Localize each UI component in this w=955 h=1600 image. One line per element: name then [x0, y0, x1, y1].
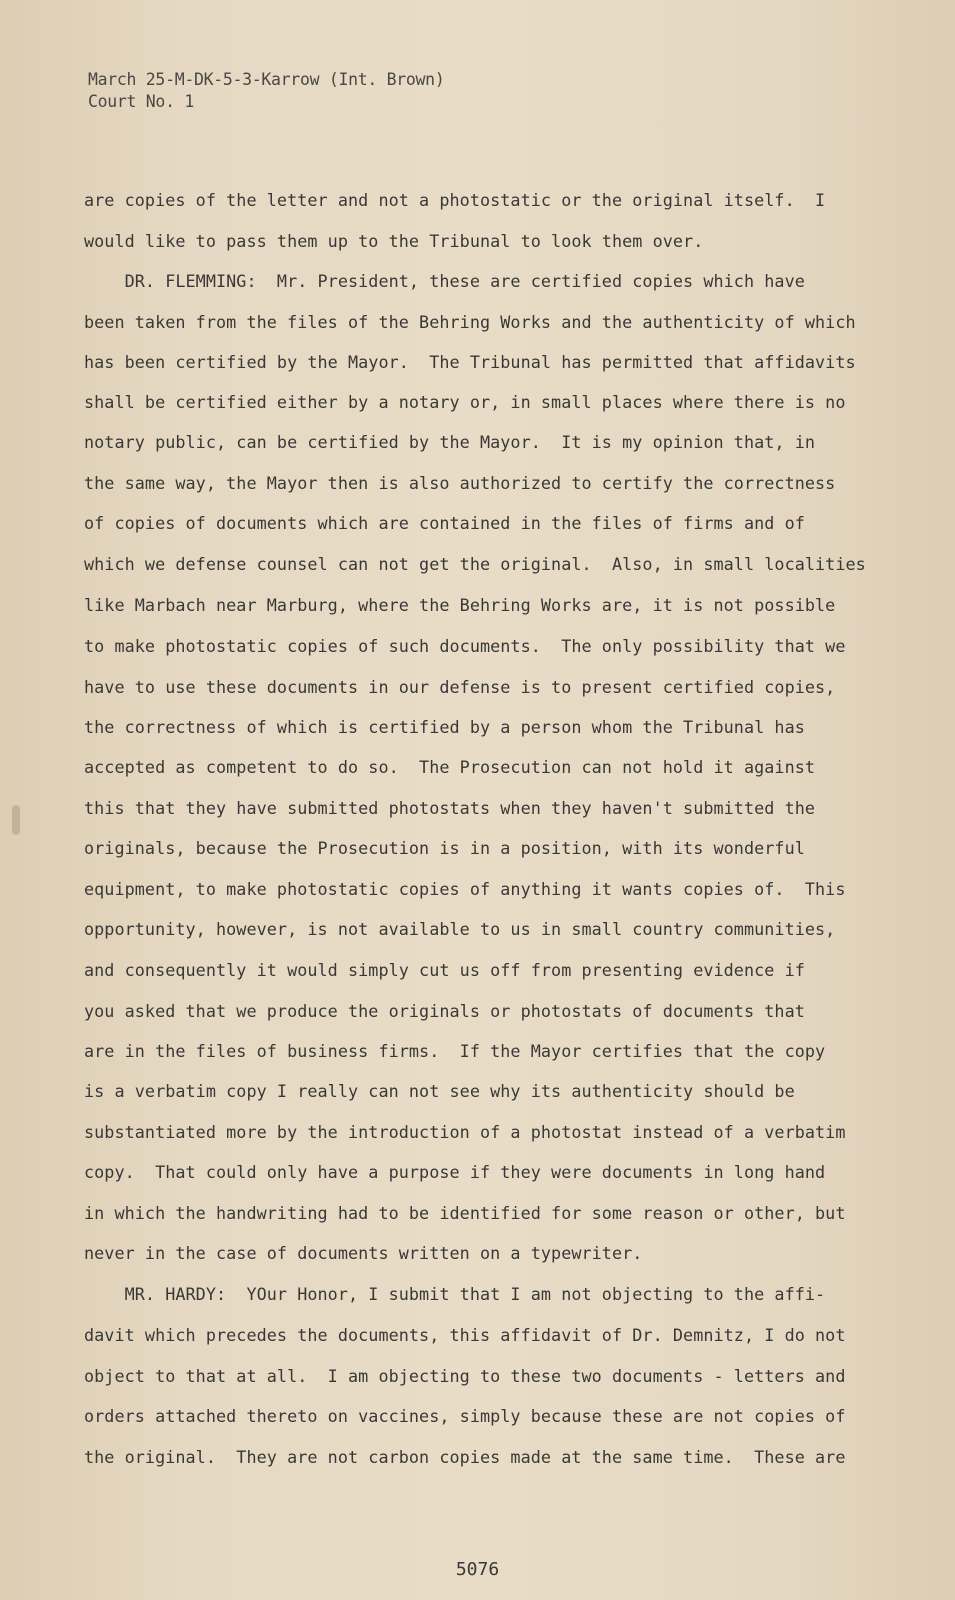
page-number: 5076 — [455, 1559, 500, 1580]
body-line: shall be certified either by a notary or, in small places where there is no — [84, 392, 846, 412]
body-line: the correctness of which is certified by a person whom the Tribunal has — [84, 717, 805, 737]
body-line: have to use these documents in our defense is to present certified copies, — [84, 677, 836, 697]
body-line: and consequently it would simply cut us off from presenting evidence if — [84, 960, 805, 980]
body-line: would like to pass them up to the Tribunal to look them over. — [84, 231, 704, 251]
body-line: never in the case of documents written on a typewriter. — [84, 1243, 643, 1263]
body-line: DR. FLEMMING: Mr. President, these are certified copies which have — [84, 271, 805, 291]
body-line: originals, because the Prosecution is in a position, with its wonderful — [84, 838, 805, 858]
body-line: are copies of the letter and not a photostatic or the original itself. I — [84, 190, 826, 210]
body-line: this that they have submitted photostats when they haven't submitted the — [84, 798, 816, 818]
body-line: are in the files of business firms. If the Mayor certifies that the copy — [84, 1041, 826, 1061]
header-line-2: Court No. 1 — [88, 92, 194, 111]
body-line: the same way, the Mayor then is also authorized to certify the correctness — [84, 473, 836, 493]
body-line: equipment, to make photostatic copies of anything it wants copies of. This — [84, 879, 846, 899]
paper-stain — [12, 805, 20, 835]
body-line: opportunity, however, is not available to us in small country communities, — [84, 919, 836, 939]
body-line: which we defense counsel can not get the original. Also, in small localities — [84, 554, 866, 574]
body-line: copy. That could only have a purpose if they were documents in long hand — [84, 1162, 826, 1182]
body-line: has been certified by the Mayor. The Tribunal has permitted that affidavits — [84, 352, 856, 372]
header-line-1: March 25-M-DK-5-3-Karrow (Int. Brown) — [88, 70, 445, 89]
body-line: notary public, can be certified by the Mayor. It is my opinion that, in — [84, 432, 816, 452]
body-line: like Marbach near Marburg, where the Behring Works are, it is not possible — [84, 595, 836, 615]
body-line: been taken from the files of the Behring Works and the authenticity of which — [84, 312, 856, 332]
body-line: is a verbatim copy I really can not see why its authenticity should be — [84, 1081, 795, 1101]
body-line: the original. They are not carbon copies made at the same time. These are — [84, 1447, 846, 1467]
body-line: MR. HARDY: YOur Honor, I submit that I am not objecting to the affi- — [84, 1284, 826, 1304]
body-line: orders attached thereto on vaccines, simply because these are not copies of — [84, 1406, 846, 1426]
body-line: of copies of documents which are contained in the files of firms and of — [84, 513, 805, 533]
body-line: substantiated more by the introduction of a photostat instead of a verbatim — [84, 1122, 846, 1142]
body-line: in which the handwriting had to be identified for some reason or other, but — [84, 1203, 846, 1223]
body-line: object to that at all. I am objecting to these two documents - letters and — [84, 1366, 846, 1386]
body-line: to make photostatic copies of such documents. The only possibility that we — [84, 636, 846, 656]
body-line: you asked that we produce the originals or photostats of documents that — [84, 1001, 805, 1021]
body-line: accepted as competent to do so. The Prosecution can not hold it against — [84, 757, 816, 777]
body-line: davit which precedes the documents, this affidavit of Dr. Demnitz, I do not — [84, 1325, 846, 1345]
